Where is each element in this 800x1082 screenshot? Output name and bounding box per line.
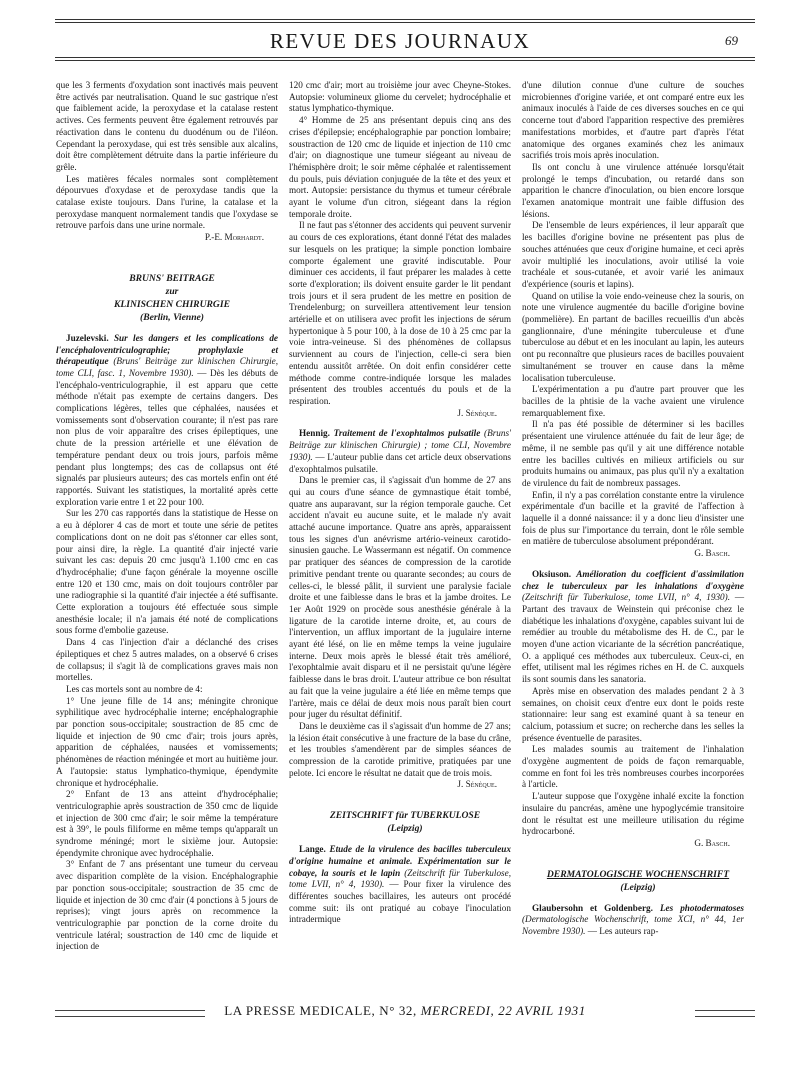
article-author: Glaubersohn et Goldenberg.	[532, 902, 653, 913]
paragraph: Ils ont conclu à une virulence atténuée lorsqu'était prolongé le temps d'incubation, ou retardé dans son apparition le chancre d'inoculation, ou bien encore lorsque l'examen anatomique montrait une faible diffusion des lésions.	[522, 161, 744, 219]
article-abstract	[522, 569, 744, 686]
journal-city: (Berlin, Vienne)	[140, 311, 204, 323]
paragraph: Dans le deuxième cas il s'agissait d'un homme de 27 ans; la lésion était consécutive à une fracture de la base du crâne, et les troubles s'amendèrent par de simples séances de compression de la carotide primitive, pratiquées par une pelote. Ici encore le résultat ne datait que de trois mois.	[289, 720, 511, 778]
header-bottom-rule-2	[55, 60, 755, 61]
article-title: Traitement de l'exophtalmos pulsatile	[333, 428, 481, 439]
article-abstract	[289, 428, 511, 475]
journal-city: (Leipzig)	[620, 881, 656, 893]
column-3	[522, 80, 744, 938]
article-title: Amélioration du coefficient d'assimilation chez le tuberculeux par les inhalations d'oxygène	[522, 568, 744, 591]
article-abstract	[56, 333, 278, 509]
article-title: Sur les dangers et les complications de l'encéphaloventriculographie; prophylaxie et thérapeutique	[56, 332, 278, 367]
journal-heading: DERMATOLOGISCHE WOCHENSCHRIFT	[546, 868, 730, 880]
paragraph: — Les auteurs rap-	[587, 926, 659, 937]
paragraph: 1° Une jeune fille de 14 ans; méningite chronique syphilitique avec hydrocéphalie interne; encéphalographie par ponction sous-occipitale; soustraction de 85 cmc de liquide et injection de 90 cmc d'air; trois jours après, apparition de céphalées, nausées et vomissements; phénomènes de réaction méningée et mort au huitième jour. A l'autopsie: status lymphatico-thymique, épendymite chronique et hydrocéphalie.	[56, 695, 278, 788]
article-source: (Dermatologische Wochenschrift, tome XCI, n° 44, 1er Novembre 1930).	[522, 914, 744, 937]
article-source: (Zeitschrift für Tuberkulose, tome LVII, n° 4, 1930).	[289, 867, 511, 890]
footer-text	[55, 1003, 755, 1019]
article-title: Les photodermatoses	[659, 902, 745, 913]
signature: P.-E. Morhardt.	[204, 232, 264, 243]
paragraph: — Pour fixer la virulence des différentes souches bacillaires, les auteurs ont procédé comme suit: ils ont pratiqué au cobaye l'inoculation intradermique	[289, 879, 512, 925]
signature: J. Sénèque.	[457, 407, 497, 418]
article-abstract	[522, 903, 744, 938]
article-abstract	[289, 844, 511, 926]
paragraph: Les cas mortels sont au nombre de 4:	[66, 683, 203, 694]
article-author: Juzelevski.	[66, 332, 109, 343]
header-top-rule-2	[55, 22, 755, 23]
header-top-rule	[55, 19, 755, 20]
signature: G. Basch.	[694, 838, 730, 848]
journal-city: (Leipzig)	[387, 823, 423, 835]
article-author: Lange.	[299, 844, 326, 855]
article-author: Hennig.	[299, 428, 330, 439]
journal-heading: BRUNS' BEITRAGE	[129, 272, 215, 284]
paragraph: 120 cmc d'air; mort au troisième jour avec Cheyne-Stokes. Autopsie: volumineux gliome du cervelet; hydrocéphalie et status lymphatico-thymique.	[289, 80, 511, 114]
page-number: 69	[725, 33, 738, 48]
paragraph: Sur les 270 cas rapportés dans la statistique de Hesse on a eu à déplorer 4 cas de mort et toute une série de petites complications dont on ne doit pas s'étonner car elles sont, pour ainsi dire, la règle. La quantité d'air injecté varie suivant les cas: depuis 20 cmc jusqu'à 1.100 cmc en cas d'hydrocéphalie; d'une façon générale la moyenne oscille entre 120 et 130 cmc, mais on doit toujours contrôler par une radiographie si la quantité d'air injectée a été suffisante. Cette exploration a toujours été effectuée sous simple anesthésie locale; il n'a jamais été noté de complications sous forme d'embolie gazeuse.	[56, 508, 278, 636]
paragraph: que les 3 ferments d'oxydation sont inactivés mais peuvent être activés par neutralisation. Quand le suc gastrique n'est que faiblement acide, la peroxydase et la catalase restent actives. Ces ferments peuvent être également retrouvés par réactivation dans le contenu du duodénum ou de l'iléon. Cependant la peroxydase, qui est très sensible aux alcalins, doit être complètement détruite dans la partie inférieure du grêle.	[56, 80, 278, 172]
article-title: Etude de la virulence des bacilles tuberculeux d'origine humaine et animale. Expérimentation sur le cobaye, la souris et le lapin	[289, 844, 512, 878]
paragraph: 4° Homme de 25 ans présentant depuis cinq ans des crises d'épilepsie; encéphalographie par ponction lombaire; soustraction de 120 cmc de liquide et injection de 110 cmc d'air; on diagnostique une tumeur siégeant au niveau de l'hémisphère droit; le soir même céphalée et ralentissement du pouls, puis déviation conjuguée de la tête et des yeux et mort. Autopsie: persistance du thymus et tumeur cérébrale ayant le volume d'un citron, siégeant dans la région temporale droite.	[289, 115, 511, 219]
header-bottom-rule	[55, 57, 755, 58]
paragraph: Dans 4 cas l'injection d'air a déclanché des crises épileptiques et chez 5 autres malades, on a observé 6 crises de collapsus; il s'agit là de complications graves mais non mortelles.	[56, 637, 278, 683]
paragraph: d'une dilution connue d'une culture de souches microbiennes d'origine variée, et ont comparé entre eux les animaux inoculés à l'aide de ces diverses souches en ce qui concerne tout d'abord l'apparition respective des premières manifestations morbides, et d'autre part d'après l'état anatomique des organes examinés chez les animaux sacrifiés trois mois après inoculation.	[522, 80, 744, 161]
paragraph: De l'ensemble de leurs expériences, il leur apparaît que les bacilles d'origine bovine ne présentent pas plus de souches atténuées que ceux d'origine humaine, et ceci après avoir multiplié les inoculations, avoir utilisé la voie trachéale et sous-cutanée, et avoir varié les animaux d'expérience (souris et lapins).	[522, 220, 744, 289]
footer-date: MERCREDI, 22 AVRIL 1931	[420, 1003, 586, 1018]
column-1	[56, 80, 278, 953]
signature: J. Sénèque.	[457, 779, 497, 790]
signature: G. Basch.	[694, 548, 730, 559]
article-author: Oksiuson.	[532, 568, 572, 579]
article-source: (Zeitschrift für Tuberkulose, tome LVII, n° 4, 1930).	[522, 592, 730, 603]
journal-heading: KLINISCHEN CHIRURGIE	[114, 298, 230, 310]
running-title: REVUE DES JOURNAUX	[269, 29, 531, 53]
paragraph: Enfin, il n'y a pas corrélation constante entre la virulence expérimentale d'un bacille et la gravité de l'affection à laquelle il a donné naissance: il y a donc lieu d'insister une fois de plus sur l'importance du terrain, dont le rôle semble en matière de tuberculose absolument prépondérant.	[522, 489, 744, 547]
paragraph: Il n'a pas été possible de déterminer si les bacilles présentaient une virulence atténuée du fait de leur âge; de même, il ne semble pas qu'il y ait une différence notable entre les bacilles cultivés en milieux artificiels ou sur produits humains ou animaux, pas plus qu'il n'y a exaltation de virulence du fait de nombreux passages.	[522, 419, 744, 488]
paragraph: Dans le premier cas, il s'agissait d'un homme de 27 ans qui au cours d'une séance de gymnastique était tombé, quatre ans auparavant, sur la région temporale gauche. Cet accident n'avait eu aucune suite, et le malade n'y avait attaché aucune importance. Quatre ans après, apparaissent tous les signes d'un anévrisme artério-veineux carotido-sinusien gauche. Le Wassermann est négatif. On commence par pratiquer des séances de compression de la carotide primitive pendant trente ou quarante secondes; au cours de celles-ci, le blessé pâlit, il survient une paralysie faciale droite et une faiblesse dans le bras et la jambe droites. Le 1er Août 1929 on procède sous anesthésie générale à la ligature de la carotide interne droite, et, au cours de l'intervention, un afflux important de la jugulaire interne ayant été lésé, on lie en même temps la veine jugulaire interne. Deux mois après le blessé était très amélioré, l'exophtalmie avait disparu et il ne persistait qu'une légère faiblesse dans le bras droit. L'auteur attribue ce bon résultat au fait que la veine jugulaire a été liée en même temps que l'artère, mais ce délai de deux mois nous paraît bien court pour juger du résultat définitif.	[289, 475, 511, 720]
paragraph: —Partant des travaux de Weinstein qui préconise chez le diabétique les inhalations d'oxygène, capables suivant lui de remédier au trouble du métabolisme des H. de C., par le moyen d'une action vicariante de la sécrétion pancréatique, O. a appliqué ces méthodes aux tuberculeux. Ceux-ci, en effet, utilisent mal les régimes riches en H. de C. auxquels ils sont soumis dans les sanatoria.	[522, 592, 744, 685]
paragraph: Quand on utilise la voie endo-veineuse chez la souris, on note une virulence augmentée du bacille d'origine bovine (pommelière). En partant de bacilles recueillis d'un abcès ganglionnaire, d'une méningite tuberculeuse et d'une tuberculose au début et en les inoculant au lapin, les auteurs ont pu reconnaître que plusieurs races de bacilles pouvaient simultanément se trouver en cause dans la même localisation tuberculeuse.	[522, 290, 744, 383]
page-footer	[55, 1003, 755, 1019]
journal-heading: zur	[165, 285, 179, 297]
article-source: (Bruns' Beiträge zur klinischen Chirurgie) ; tome CLI, Novembre 1930).	[289, 428, 512, 462]
column-2	[289, 80, 511, 926]
paragraph: Les matières fécales normales sont complètement dépourvues d'oxydase et de peroxydase tandis que la catalase existe toujours. Dans l'urine, la catalase et la peroxydase manquent normalement tandis que l'oxydase se retrouve parfois dans une urine normale.	[56, 173, 278, 231]
paragraph: 2° Enfant de 13 ans atteint d'hydrocéphalie; ventriculographie après soustraction de 350 cmc de liquide et injection de 300 cmc d'air; le soir même la température est à 39°, le pouls filiforme en même temps qu'apparaît un syndrome méningé; mort le sixième jour. Autopsie: épendymite chronique avec hydrocéphalie.	[56, 789, 278, 858]
paragraph: L'expérimentation a pu d'autre part prouver que les bacilles de la phtisie de la vache avaient une virulence remarquablement fixe.	[522, 384, 744, 418]
paragraph: L'auteur suppose que l'oxygène inhalé excite la fonction insulaire du pancréas, amène une hypoglycémie transitoire dont le résultat est une meilleure utilisation du régime hydrocarboné.	[522, 791, 744, 837]
paragraph: Après mise en observation des malades pendant 2 à 3 semaines, on choisit ceux d'entre eux dont le poids reste stationnaire: leur sang est examiné quant à sa teneur en calcium, potassium et sucre; on recherche dans les selles la présence éventuelle de parasites.	[522, 685, 744, 743]
paragraph: 3° Enfant de 7 ans présentant une tumeur du cerveau avec disparition complète de la vision. Encéphalographie par ponction sous-occipitale; soustraction de 35 cmc de liquide et injection de 30 cmc d'air (4 ponctions à 5 jours de reprises); vingt jours après on recommence la ventriculographie par ponction de la corne droite du ventricule latéral; soustraction de 140 cmc de liquide et injection de	[56, 859, 278, 952]
paragraph: — L'auteur publie dans cet article deux observations d'exophtalmos pulsatile.	[289, 451, 511, 474]
article-source: (Bruns' Beiträge zur klinischen Chirurgie, tome CLI, fasc. 1, Novembre 1930).	[56, 356, 279, 378]
paragraph: Il ne faut pas s'étonner des accidents qui peuvent survenir au cours de ces explorations, étant donné l'état des malades sur lesquels on les pratique; la simple ponction lombaire comporte également une gravité indiscutable. Pour diminuer ces accidents, il faut préparer les malades à cette sorte d'exploration; ils doivent ensuite garder le lit pendant trois jours et il sera prudent de les mettre en position de Trendelenburg; on surveillera attentivement leur tension artérielle et on utilisera avec profit les injections de sérum hypertonique à 5 pour 100, à la dose de 10 à 25 cmc par la voie intra-veineuse. Si des phénomènes de collapsus surviennent au cours de l'injection, celle-ci sera bien entendu aussitôt arrêtée. On doit enfin considérer cette méthode comme contre-indiquée lorsque les malades présentent des troubles accentués du pouls et de la respiration.	[289, 220, 511, 406]
journal-heading: ZEITSCHRIFT für TUBERKULOSE	[329, 810, 481, 822]
paragraph: Les malades soumis au traitement de l'inhalation d'oxygène augmentent de poids de façon remarquable, comme en font foi les très nombreuses courbes incorporées à l'article.	[522, 744, 744, 790]
paragraph: — Dès les débuts de l'encéphalo-ventriculographie, il est apparu que cette méthode n'était pas exempte de certains dangers. Des complications légères, telles que céphalées, nausées et vomissements sont d'observation courante; il n'est pas rare non plus de voir apparaître des crises épileptiques, une chute de la pression artérielle et une élévation de température pendant deux ou trois jours, parfois même pendant plus longtemps; des cas de collapsus ont été signalés par plusieurs auteurs; des cas mortels enfin ont été rapportés. Suivant les statistiques, la mortalité après cette exploration varie entre 1 et 22 pour 100.	[56, 367, 278, 507]
footer-journal: LA PRESSE MEDICALE, N° 32,	[224, 1003, 417, 1018]
